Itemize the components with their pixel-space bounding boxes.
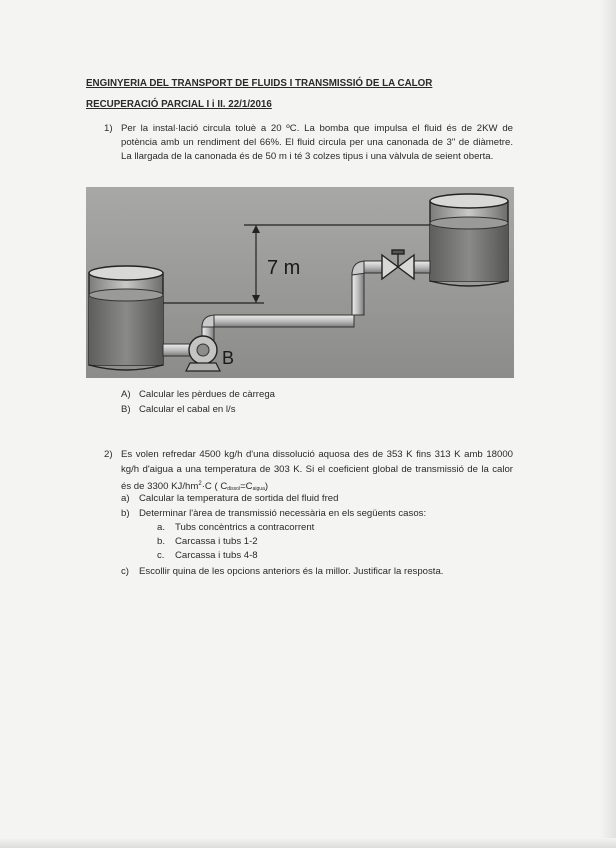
- q2-part-c-text: Escollir quina de les opcions anteriors és la millor. Justificar la resposta.: [139, 566, 444, 577]
- exam-subtitle: RECUPERACIÓ PARCIAL I i II. 22/1/2016: [86, 99, 272, 110]
- q1-part-b-text: Calcular el cabal en l/s: [139, 404, 236, 415]
- exam-title: ENGINYERIA DEL TRANSPORT DE FLUIDS I TRANSMISSIÓ DE LA CALOR: [86, 78, 433, 89]
- q2-cp-a: C: [220, 481, 228, 493]
- q2-part-b-text: Determinar l'àrea de transmissió necessària en els següents casos:: [139, 508, 427, 519]
- page-edge-shadow: [600, 0, 616, 848]
- q2-sub-b-text: Carcassa i tubs 1-2: [175, 536, 258, 547]
- q1-part-b-letter: B): [121, 404, 131, 415]
- q2-text: [121, 448, 513, 497]
- q2-part-b-letter: b): [121, 508, 130, 519]
- q2-cp-a-sub: dissol: [227, 486, 241, 493]
- q2-cp-b-sub: aigua: [252, 486, 265, 493]
- q1-text: Per la instal·lació circula toluè a 20 ºC. La bomba que impulsa el fluid és de 2KW de potència amb un rendiment del 66%. El fluid circula per una canonada de 3" de diàmetre. La llargada de la canonada és de 50 m i té 3 colzes tipus i una vàlvula de seient oberta.: [121, 123, 513, 162]
- q2-part-a-text: Calcular la temperatura de sortida del fluid fred: [139, 493, 339, 504]
- q2-part-c-letter: c): [121, 566, 129, 577]
- q2-sub-b-letter: b.: [157, 536, 166, 547]
- q1-part-a-letter: A): [121, 389, 131, 400]
- q2-sub-a-letter: a.: [157, 522, 166, 533]
- q2-sub-c-letter: c.: [157, 550, 165, 561]
- pipe-system-figure: [86, 187, 514, 378]
- q2-sub-c-text: Carcassa i tubs 4-8: [175, 550, 258, 561]
- q2-text-main: Es volen refredar 4500 kg/h d'una dissolució aquosa des de 353 K fins 313 K amb 18000 kg/h d'aigua a una temperatura de 303 K. Si el coeficient global de transmissió de la calor és de 3300 KJ/hm: [121, 449, 513, 493]
- page-bottom-shadow: [0, 838, 616, 848]
- q2-cp-end: ): [264, 481, 269, 493]
- q2-text-cont: ·C (: [201, 481, 218, 493]
- right-tank: [430, 194, 508, 286]
- q2-unit-exponent: 2: [198, 481, 202, 487]
- q2-cp-eq: =C: [240, 481, 253, 493]
- q1-part-a-text: Calcular les pèrdues de càrrega: [139, 389, 275, 400]
- q1-number: 1): [104, 123, 113, 134]
- q2-number: 2): [104, 449, 113, 460]
- q2-part-a-letter: a): [121, 493, 130, 504]
- left-tank: [89, 266, 163, 370]
- pipe-system-diagram: [86, 187, 514, 378]
- pump-label: B: [222, 348, 235, 368]
- height-label: 7 m: [267, 257, 301, 279]
- q2-sub-a-text: Tubs concèntrics a contracorrent: [175, 522, 315, 533]
